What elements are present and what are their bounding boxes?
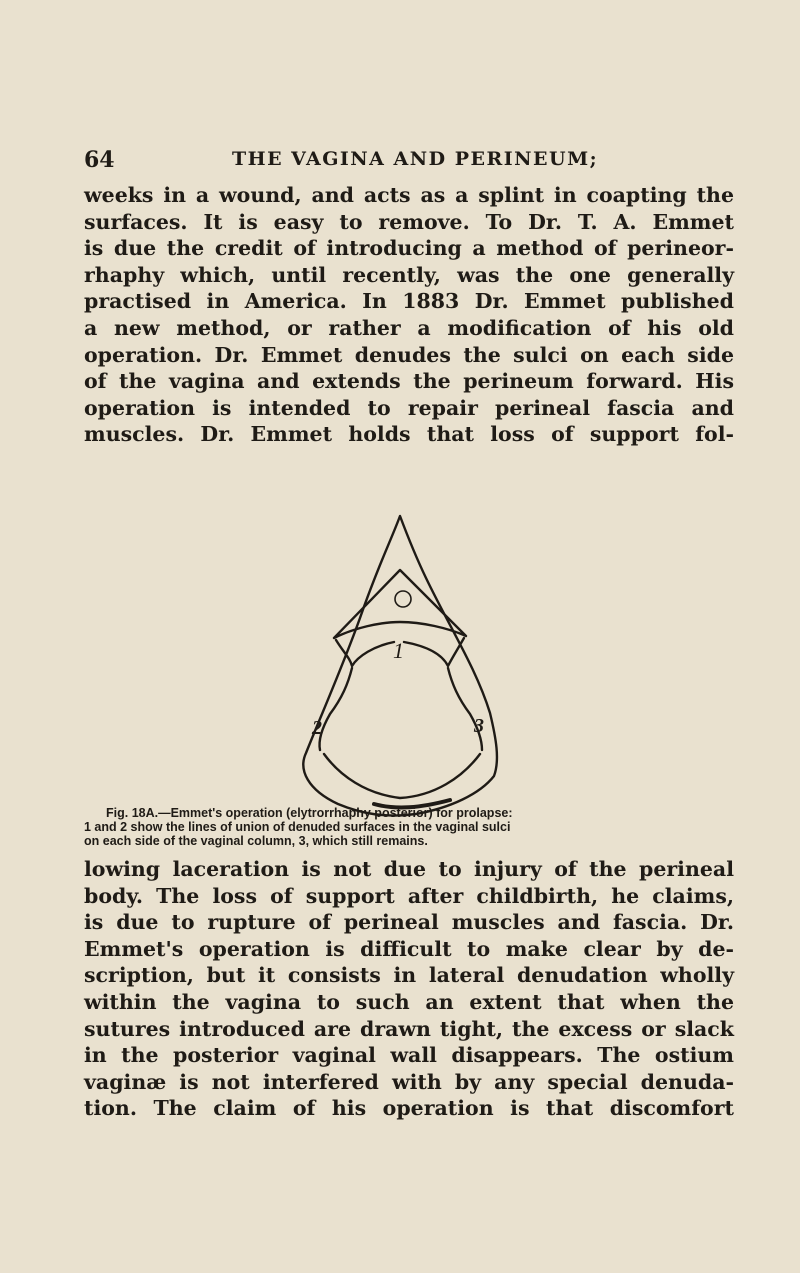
running-head: THE VAGINA AND PERINEUM; bbox=[232, 148, 599, 170]
right-union-line bbox=[404, 638, 464, 666]
text-line: operation is intended to repair perineal fascia and bbox=[84, 395, 734, 420]
page-number: 64 bbox=[84, 147, 115, 173]
label-3: 3 bbox=[474, 715, 484, 737]
text-line: tion. The claim of his operation is that discomfort bbox=[84, 1096, 734, 1121]
text-line: in the posterior vaginal wall disappears. The ostium bbox=[84, 1043, 734, 1068]
outer-outline bbox=[303, 516, 497, 816]
emmet-operation-diagram bbox=[300, 508, 500, 824]
text-line: lowing laceration is not due to injury of the perineal bbox=[84, 857, 734, 881]
caption-line: Fig. 18A.—Emmet's operation (elytrorrhaphy posterior) for prolapse: bbox=[106, 806, 513, 820]
text-line: vaginæ is not interfered with by any special denuda- bbox=[84, 1069, 734, 1094]
caption-line: 1 and 2 show the lines of union of denuded surfaces in the vaginal sulci bbox=[84, 820, 511, 834]
label-1: 1 bbox=[393, 638, 404, 663]
text-line: muscles. Dr. Emmet holds that loss of support fol- bbox=[84, 422, 734, 447]
text-line: is due the credit of introducing a method of perineor- bbox=[84, 236, 734, 261]
text-line: within the vagina to such an extent that when the bbox=[84, 989, 734, 1014]
text-line: scription, but it consists in lateral denudation wholly bbox=[84, 963, 734, 988]
text-line: surfaces. It is easy to remove. To Dr. T. A. Emmet bbox=[84, 209, 734, 234]
text-line: operation. Dr. Emmet denudes the sulci on each side bbox=[84, 342, 734, 367]
text-line: a new method, or rather a modification of his old bbox=[84, 315, 734, 340]
lower-bowl bbox=[324, 754, 480, 798]
text-line: rhaphy which, until recently, was the one generally bbox=[84, 262, 734, 287]
label-2: 2 bbox=[312, 717, 322, 739]
page-header bbox=[84, 147, 736, 179]
figure-caption bbox=[84, 806, 736, 848]
body-text-top bbox=[84, 182, 734, 448]
text-line: weeks in a wound, and acts as a splint in coapting the bbox=[84, 183, 734, 207]
text-line: of the vagina and extends the perineum forward. His bbox=[84, 369, 734, 394]
text-line: is due to rupture of perineal muscles and fascia. Dr. bbox=[84, 910, 734, 935]
body-text-bottom bbox=[84, 856, 734, 1122]
text-line: sutures introduced are drawn tight, the excess or slack bbox=[84, 1016, 734, 1041]
text-line: practised in America. In 1883 Dr. Emmet published bbox=[84, 289, 734, 314]
text-line: body. The loss of support after childbirth, he claims, bbox=[84, 883, 734, 908]
left-union-line bbox=[336, 640, 394, 666]
caption-line: on each side of the vaginal column, 3, which still remains. bbox=[84, 834, 428, 848]
diagram-svg bbox=[300, 508, 500, 824]
text-line: Emmet's operation is difficult to make clear by de- bbox=[84, 936, 734, 961]
